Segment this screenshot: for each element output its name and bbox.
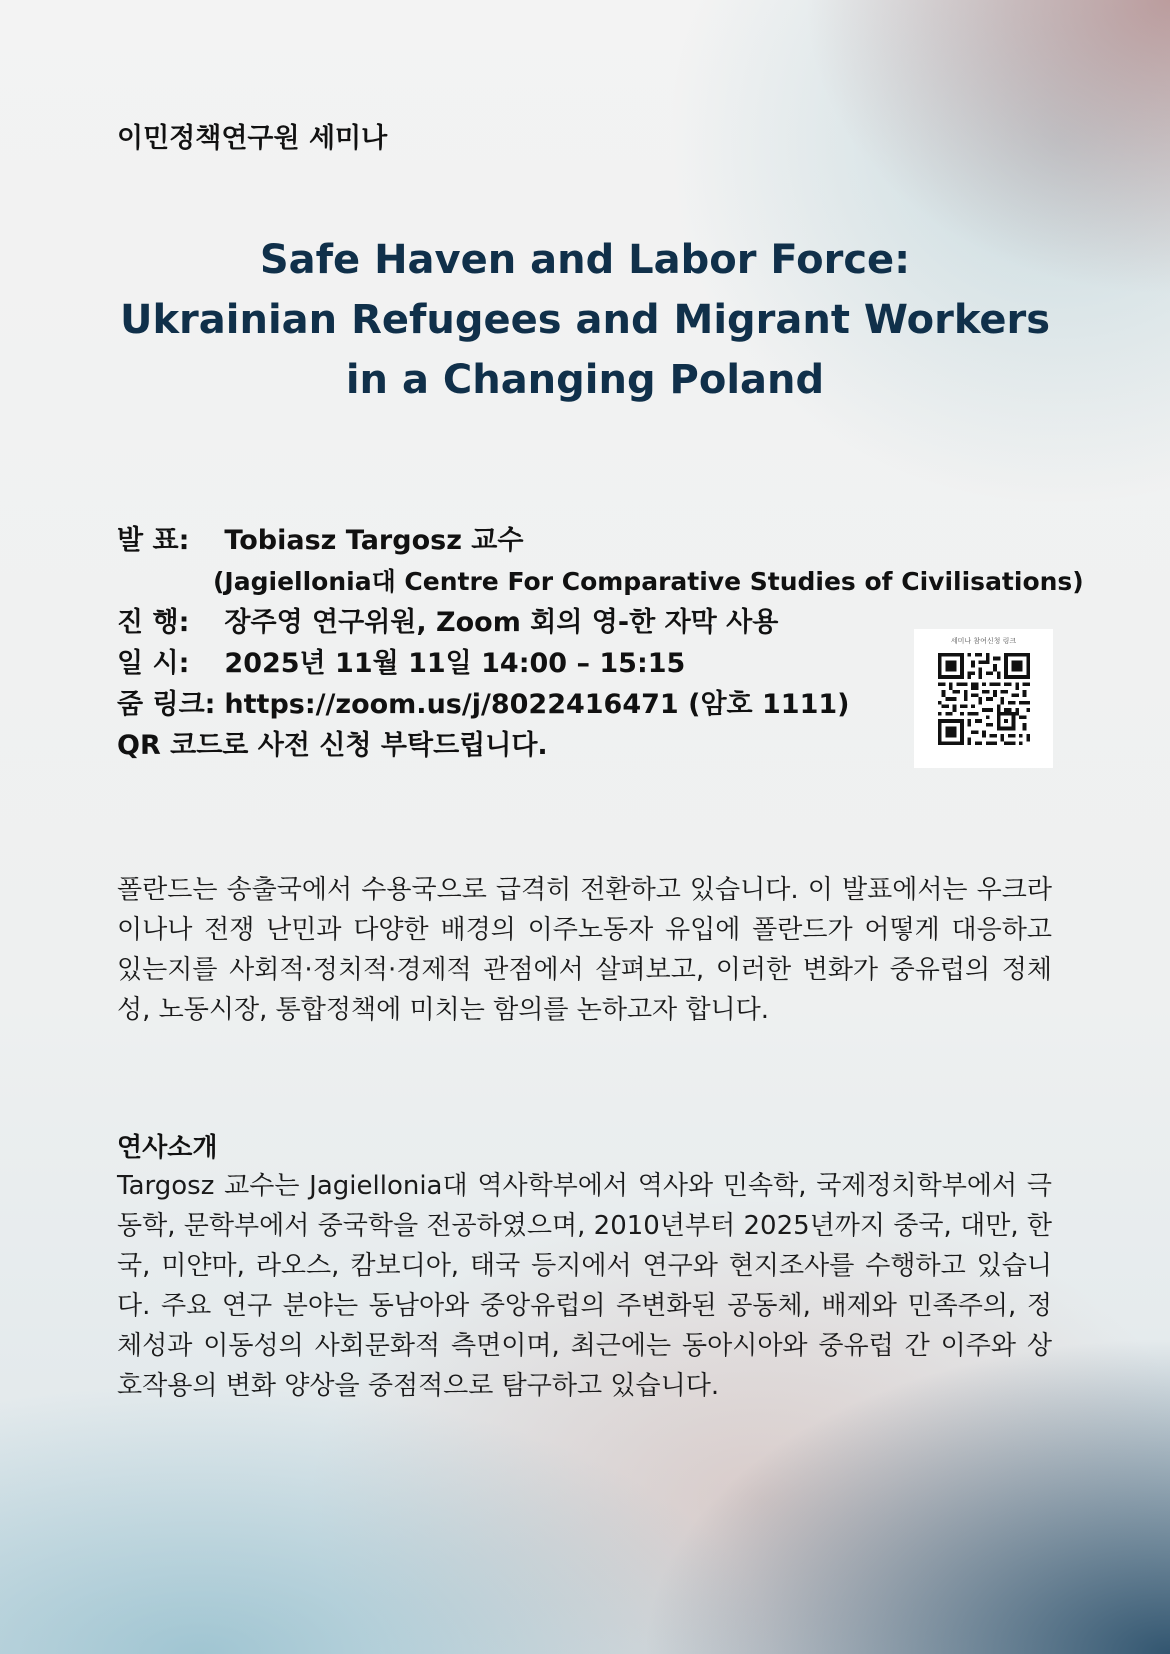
- qr-code[interactable]: [914, 629, 1053, 768]
- speaker-heading: 연사소개: [117, 1133, 218, 1163]
- datetime-label: 일 시:: [117, 648, 190, 679]
- qr-code-image: [938, 653, 1030, 745]
- title-line-2: Ukrainian Refugees and Migrant Workers: [119, 297, 1051, 343]
- title-line-1: Safe Haven and Labor Force:: [259, 237, 911, 283]
- organizer-kicker: 이민정책연구원 세미나: [117, 123, 388, 154]
- presenter-affiliation: (Jagiellonia대 Centre For Comparative Studies of Civilisations): [213, 567, 1084, 596]
- qr-caption: 세미나 참여신청 링크: [950, 637, 1017, 645]
- presenter-label: 발 표:: [117, 525, 190, 556]
- presenter-row: [117, 520, 1084, 561]
- zoom-link[interactable]: https://zoom.us/j/8022416471 (암호 1111): [224, 689, 850, 720]
- datetime-value: 2025년 11월 11일 14:00 – 15:15: [224, 648, 686, 679]
- zoom-label: 줌 링크:: [117, 689, 216, 720]
- seminar-title: [85, 230, 1085, 410]
- seminar-abstract: 폴란드는 송출국에서 수용국으로 급격히 전환하고 있습니다. 이 발표에서는 우크라이나나 전쟁 난민과 다양한 배경의 이주노동자 유입에 폴란드가 어떻게 대응하고 있는지를 사회적·정치적·경제적 관점에서 살펴보고, 이러한 변화가 중유럽의 정체성, 노동시장, 통합정책에 미치는 함의를 논하고자 합니다.: [117, 875, 1052, 1025]
- title-line-3: in a Changing Poland: [345, 357, 825, 403]
- moderator-label: 진 행:: [117, 607, 190, 638]
- presenter-value: Tobiasz Targosz 교수: [224, 525, 524, 556]
- qr-note: QR 코드로 사전 신청 부탁드립니다.: [117, 730, 548, 761]
- moderator-value: 장주영 연구위원, Zoom 회의 영-한 자막 사용: [224, 607, 779, 638]
- speaker-bio: Targosz 교수는 Jagiellonia대 역사학부에서 역사와 민속학, 국제정치학부에서 극동학, 문학부에서 중국학을 전공하였으며, 2010년부터 2025년까지 중국, 대만, 한국, 미얀마, 라오스, 캄보디아, 태국 등지에서 연구와 현지조사를 수행하고 있습니다. 주요 연구 분야는 동남아와 중앙유럽의 주변화된 공동체, 배제와 민족주의, 정체성과 이동성의 사회문화적 측면이며, 최근에는 동아시아와 중유럽 간 이주와 상호작용의 변화 양상을 중점적으로 탐구하고 있습니다.: [117, 1171, 1052, 1401]
